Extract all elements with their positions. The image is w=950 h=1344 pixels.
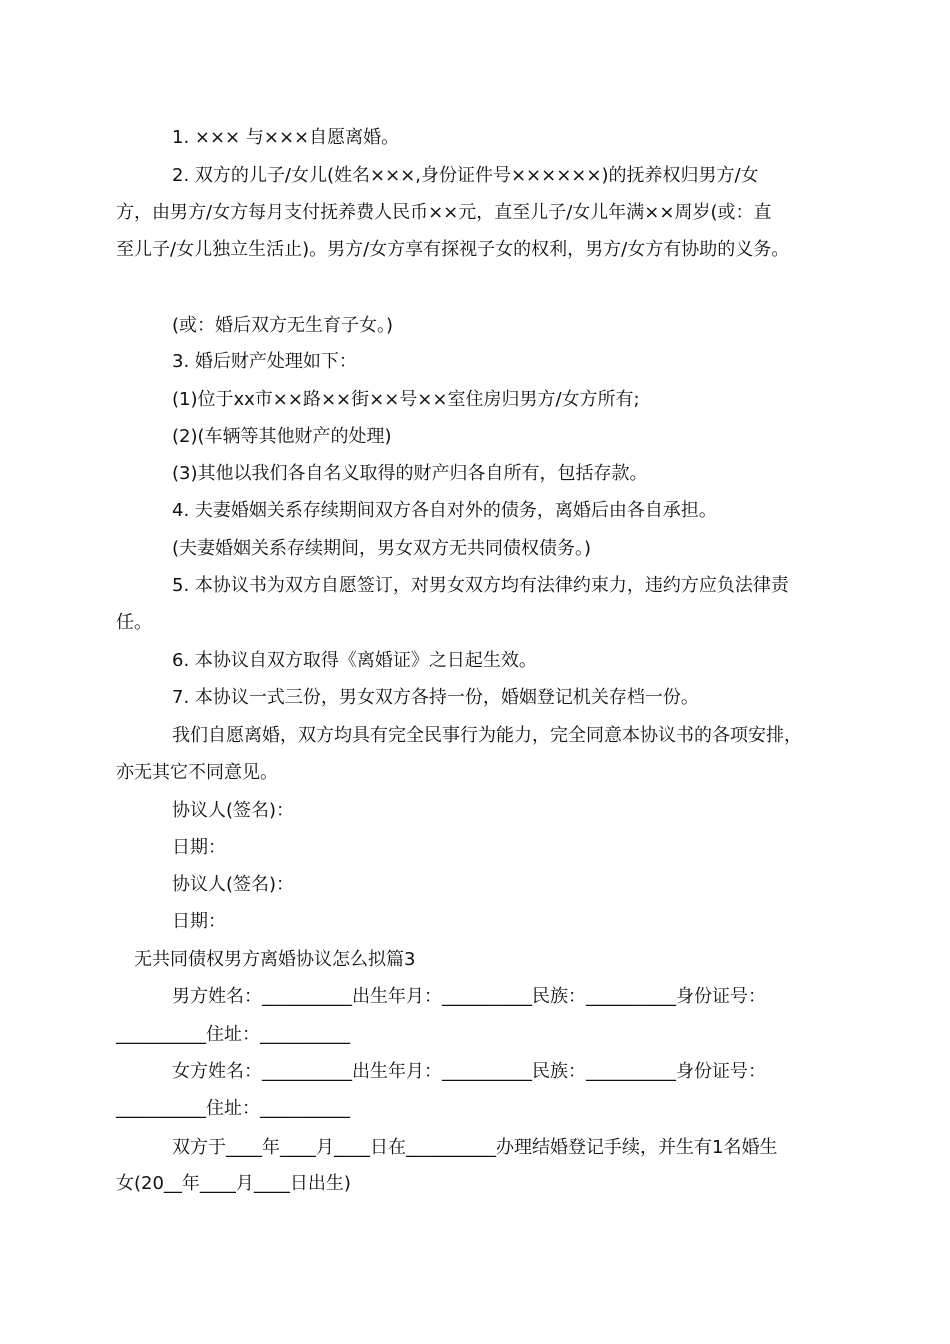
clause-3-item-3: (3)其他以我们各自名义取得的财产归各自所有，包括存款。 <box>172 463 648 484</box>
declaration-line-1: 我们自愿离婚，双方均具有完全民事行为能力，完全同意本协议书的各项安排， <box>172 725 802 746</box>
clause-4-alternative: (夫妻婚姻关系存续期间，男女双方无共同债权债务。) <box>172 538 592 559</box>
clause-1: 1. ××× 与×××自愿离婚。 <box>172 127 400 148</box>
male-info-line-1: 男方姓名：__________出生年月：__________民族：__________身份证号： <box>172 986 766 1007</box>
clause-2-alternative: (或：婚后双方无生育子女。) <box>172 315 394 336</box>
date-2: 日期： <box>172 911 226 932</box>
female-info-line-2: __________住址：__________ <box>116 1098 350 1119</box>
clause-5-line-1: 5. 本协议书为双方自愿签订，对男女双方均有法律约束力，违约方应负法律责 <box>172 575 789 596</box>
clause-7: 7. 本协议一式三份，男女双方各持一份，婚姻登记机关存档一份。 <box>172 687 699 708</box>
clause-5-line-2: 任。 <box>116 612 152 633</box>
signature-2: 协议人(签名)： <box>172 874 295 895</box>
female-info-line-1: 女方姓名：__________出生年月：__________民族：__________身份证号： <box>172 1061 766 1082</box>
clause-4: 4. 夫妻婚姻关系存续期间双方各自对外的债务，离婚后由各自承担。 <box>172 500 717 521</box>
clause-3: 3. 婚后财产处理如下： <box>172 351 357 372</box>
marriage-info-line-2: 女(20__年____月____日出生) <box>116 1173 351 1194</box>
clause-3-item-2: (2)(车辆等其他财产的处理) <box>172 426 392 447</box>
clause-2-line-2: 方，由男方/女方每月支付抚养费人民币××元，直至儿子/女儿年满××周岁(或：直 <box>116 202 772 223</box>
clause-6: 6. 本协议自双方取得《离婚证》之日起生效。 <box>172 650 537 671</box>
clause-2-line-1: 2. 双方的儿子/女儿(姓名×××,身份证件号××××××)的抚养权归男方/女 <box>172 165 759 186</box>
declaration-line-2: 亦无其它不同意见。 <box>116 762 278 783</box>
clause-2-line-3: 至儿子/女儿独立生活止)。男方/女方享有探视子女的权利，男方/女方有协助的义务。 <box>116 239 790 260</box>
marriage-info-line-1: 双方于____年____月____日在__________办理结婚登记手续，并生有1名婚生 <box>172 1137 778 1158</box>
signature-1: 协议人(签名)： <box>172 800 295 821</box>
clause-3-item-1: (1)位于xx市××路××街××号××室住房归男方/女方所有; <box>172 389 640 410</box>
section-title: 无共同债权男方离婚协议怎么拟篇3 <box>134 949 416 970</box>
date-1: 日期： <box>172 837 226 858</box>
male-info-line-2: __________住址：__________ <box>116 1024 350 1045</box>
